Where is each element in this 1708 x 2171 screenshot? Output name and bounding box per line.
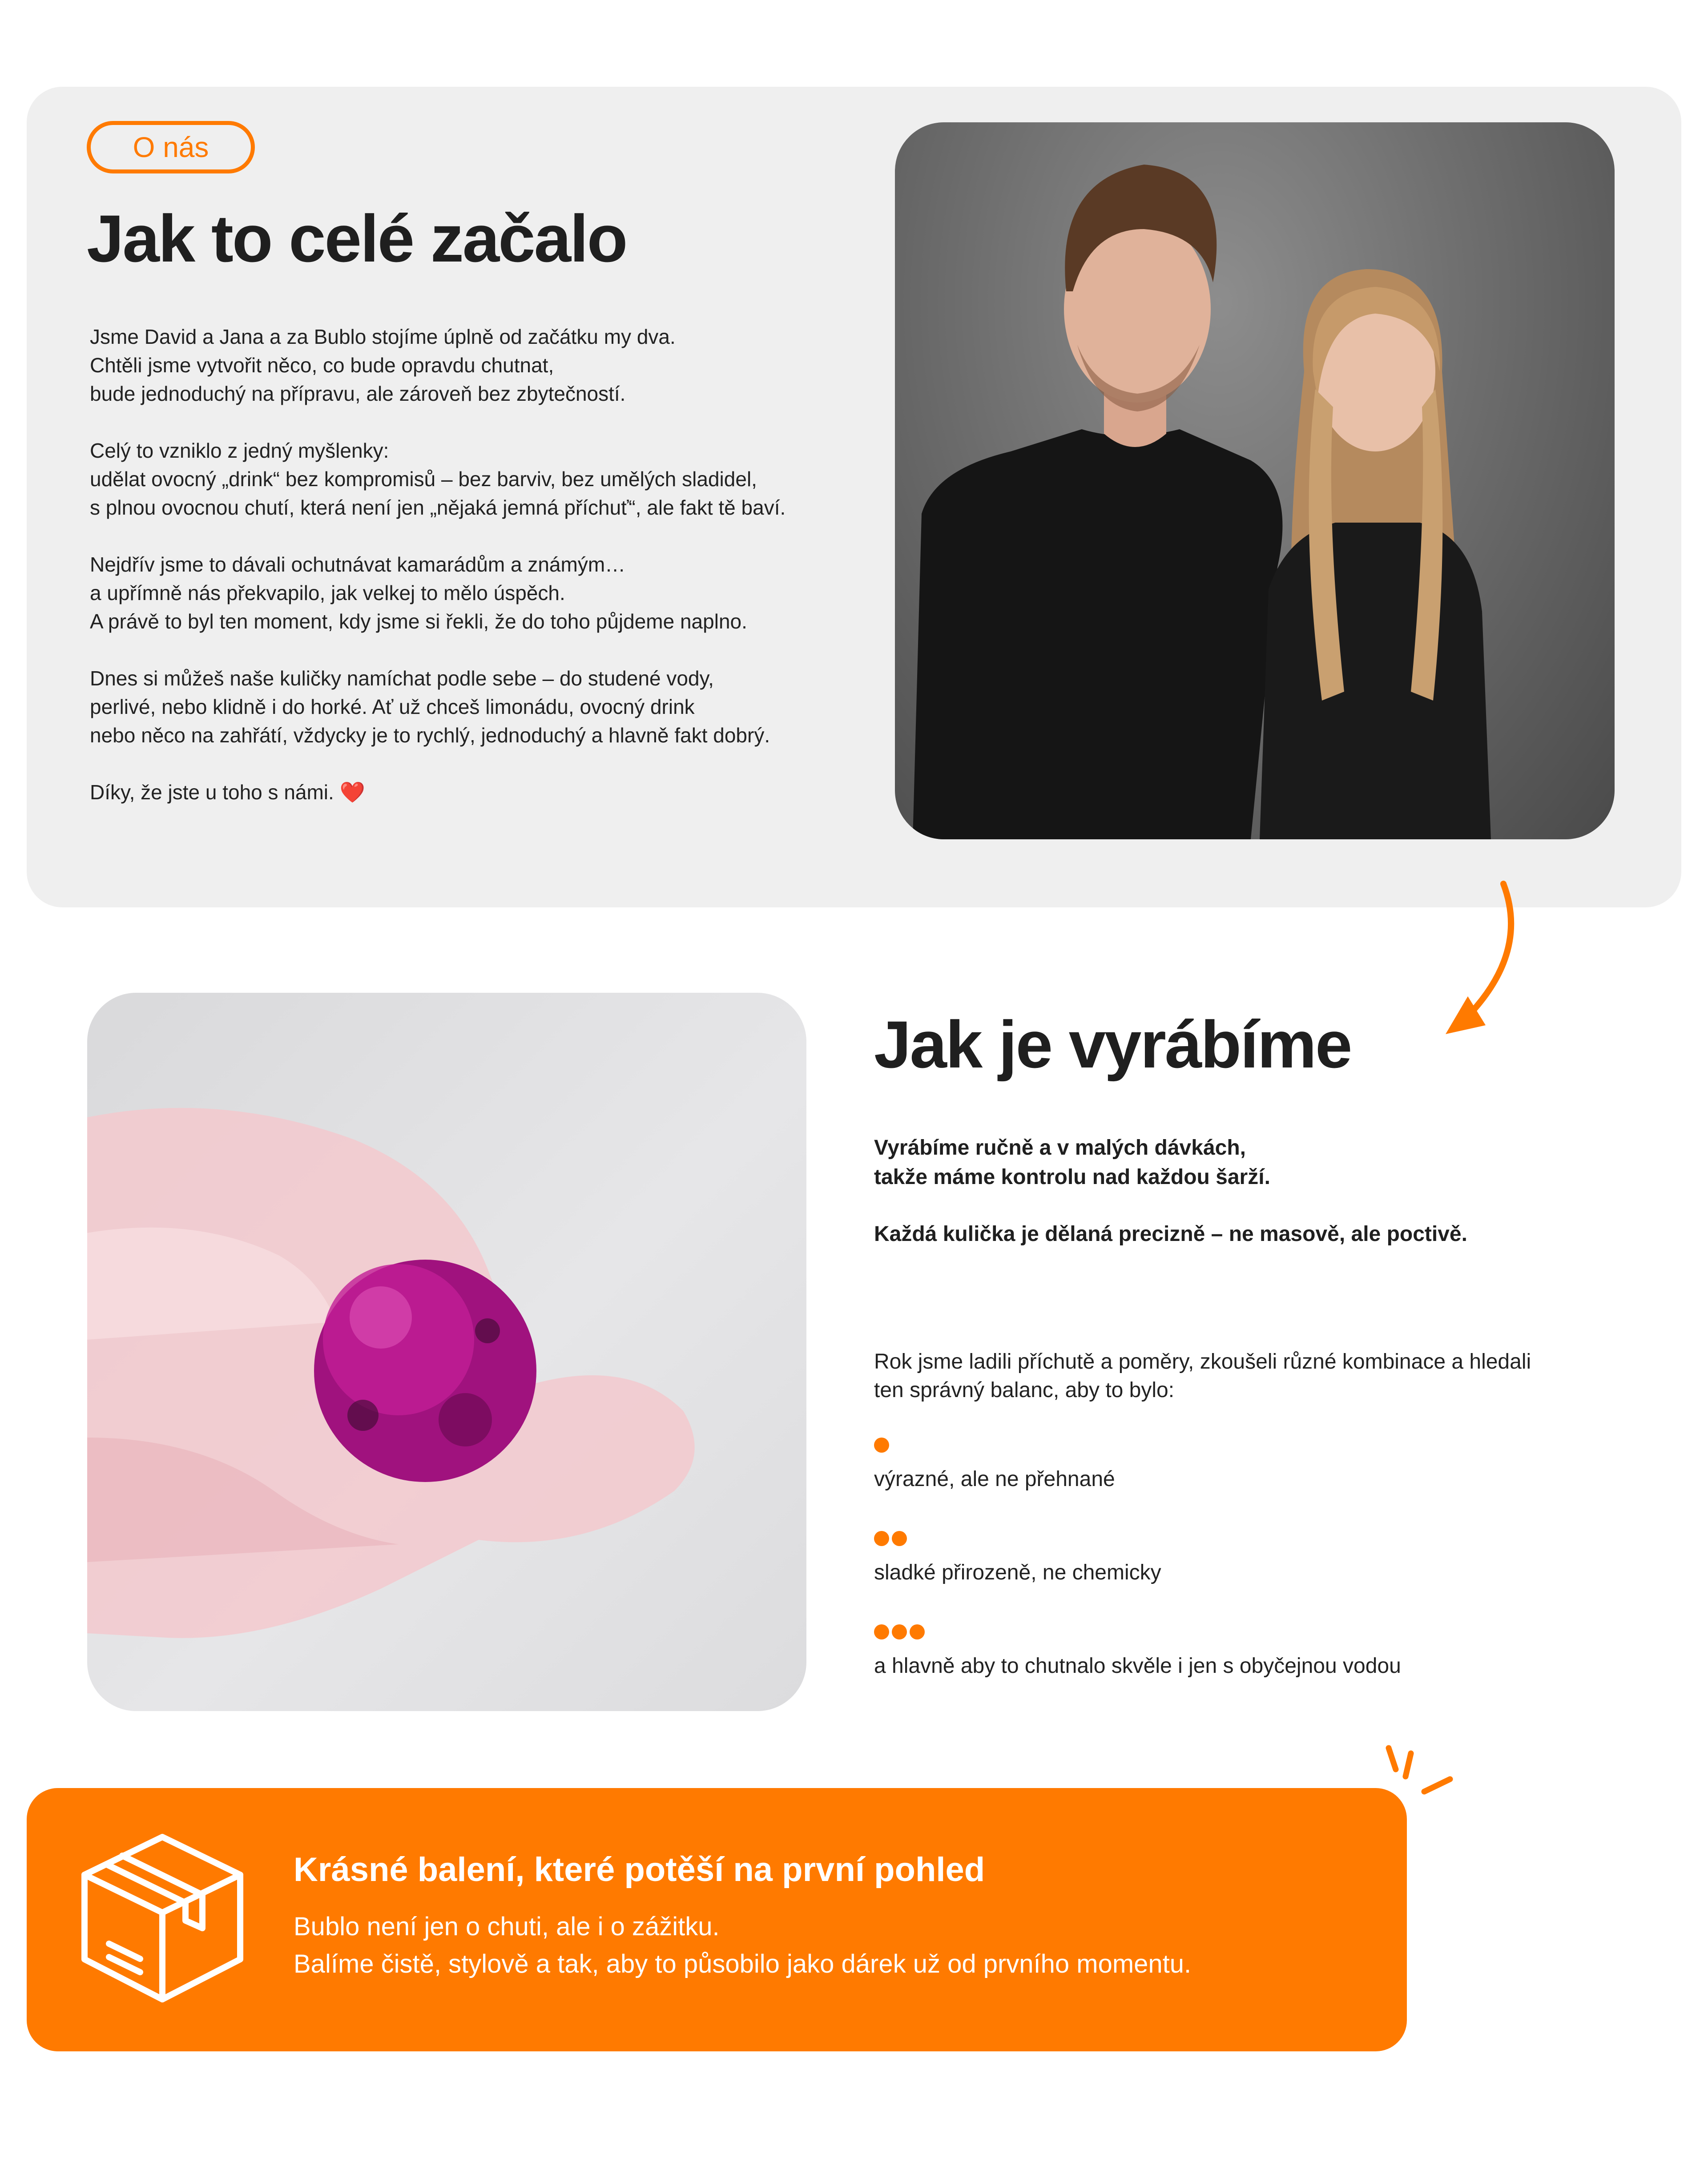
about-paragraph xyxy=(90,550,890,636)
spacer xyxy=(874,1192,1467,1220)
production-bullet-3 xyxy=(874,1624,1401,1678)
dot-icon xyxy=(910,1624,925,1639)
production-bullet-2 xyxy=(874,1531,1161,1585)
about-title: Jak to celé začalo xyxy=(87,201,627,276)
production-photo xyxy=(87,993,806,1711)
about-text xyxy=(90,322,890,835)
founders-illustration xyxy=(895,122,1615,839)
spark-lines-icon xyxy=(1383,1744,1454,1810)
about-paragraph xyxy=(90,664,890,749)
packaging-line: Balíme čistě, stylově a tak, aby to působilo jako dárek už od prvního momentu. xyxy=(294,1949,1192,1978)
production-highlight-line: Každá kulička je dělaná precizně – ne masově, ale poctivě. xyxy=(874,1222,1467,1246)
level-dots-2 xyxy=(874,1531,1161,1546)
bullet-text: výrazné, ale ne přehnané xyxy=(874,1467,1115,1491)
about-line: s plnou ovocnou chutí, která není jen „nějaká jemná příchuť“, ale fakt tě baví. xyxy=(90,496,786,519)
arrow-curve-icon xyxy=(1437,878,1535,1047)
about-line: bude jednoduchý na přípravu, ale zároveň bez zbytečností. xyxy=(90,382,626,405)
dot-icon xyxy=(892,1531,907,1546)
packaging-title: Krásné balení, které potěší na první pohled xyxy=(294,1851,985,1889)
bullet-text: sladké přirozeně, ne chemicky xyxy=(874,1561,1161,1584)
production-highlight xyxy=(874,1133,1467,1249)
about-line: nebo něco na zahřátí, vždycky je to rychlý, jednoduchý a hlavně fakt dobrý. xyxy=(90,724,770,747)
heart-icon: ❤️ xyxy=(339,781,365,804)
about-line: Nejdřív jsme to dávali ochutnávat kamarádům a známým… xyxy=(90,553,626,576)
about-line: Chtěli jsme vytvořit něco, co bude opravdu chutnat, xyxy=(90,354,554,377)
packaging-line: Bublo není jen o chuti, ale i o zážitku. xyxy=(294,1912,720,1941)
dot-icon xyxy=(874,1624,889,1639)
dot-icon xyxy=(892,1624,907,1639)
dot-icon xyxy=(874,1438,889,1453)
about-line: Celý to vzniklo z jedný myšlenky: xyxy=(90,439,389,462)
package-box-icon xyxy=(69,1824,256,2010)
production-highlight-line: takže máme kontrolu nad každou šarží. xyxy=(874,1165,1270,1189)
about-closing xyxy=(90,778,890,806)
about-line: A právě to byl ten moment, kdy jsme si řekli, že do toho půjdeme naplno. xyxy=(90,610,747,633)
production-intro xyxy=(874,1348,1531,1405)
level-dots-1 xyxy=(874,1438,1115,1453)
about-badge: O nás xyxy=(87,121,255,173)
about-line: Jsme David a Jana a za Bublo stojíme úplně od začátku my dva. xyxy=(90,325,676,348)
about-closing-text: Díky, že jste u toho s námi. xyxy=(90,781,334,804)
production-intro-line: ten správný balanc, aby to bylo: xyxy=(874,1378,1175,1402)
level-dots-3 xyxy=(874,1624,1401,1639)
production-intro-line: Rok jsme ladili příchutě a poměry, zkoušeli různé kombinace a hledali xyxy=(874,1350,1531,1373)
about-line: a upřímně nás překvapilo, jak velkej to mělo úspěch. xyxy=(90,581,565,604)
dot-icon xyxy=(874,1531,889,1546)
production-title: Jak je vyrábíme xyxy=(874,1007,1351,1082)
production-bullet-1 xyxy=(874,1438,1115,1491)
about-paragraph xyxy=(90,322,890,408)
about-line: perlivé, nebo klidně i do horké. Ať už chceš limonádu, ovocný drink xyxy=(90,695,695,718)
gloved-hand-illustration xyxy=(87,993,806,1711)
packaging-text xyxy=(294,1908,1191,1983)
about-line: udělat ovocný „drink“ bez kompromisů – bez barviv, bez umělých sladidel, xyxy=(90,467,757,491)
about-paragraph xyxy=(90,436,890,522)
bullet-text: a hlavně aby to chutnalo skvěle i jen s obyčejnou vodou xyxy=(874,1654,1401,1678)
about-line: Dnes si můžeš naše kuličky namíchat podle sebe – do studené vody, xyxy=(90,667,714,690)
founders-photo xyxy=(895,122,1615,839)
production-highlight-line: Vyrábíme ručně a v malých dávkách, xyxy=(874,1136,1246,1160)
